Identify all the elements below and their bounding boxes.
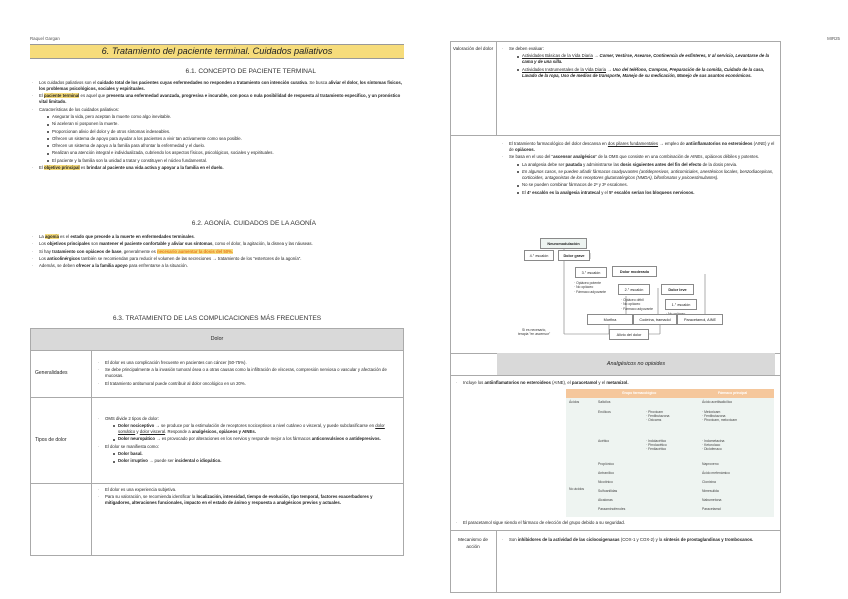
divider xyxy=(496,530,497,593)
page-title: 6. Tratamiento del paciente terminal. Cuidados paliativos xyxy=(30,44,404,59)
cell-item: · OMS divide 2 tipos de dolor: xyxy=(96,416,399,422)
valoracion-content xyxy=(500,46,776,80)
mecanismo-content xyxy=(500,537,776,544)
node-alivio: Alivio del dolor xyxy=(609,329,649,340)
cell-subitem: Dolor nociceptivo → se produce por la estimulación de receptores nociceptivos a nivel cutáneo o visceral, y puede subclasificarse en dolor somático y dolor visceral. Responde a analgésicos, opiáceos y AINEs. xyxy=(96,423,399,435)
pain-table xyxy=(30,328,404,556)
table-cell xyxy=(92,398,404,484)
row-label xyxy=(31,484,92,556)
right-page xyxy=(424,0,848,599)
author-name: Raquel Gargan xyxy=(30,36,60,41)
table-cell xyxy=(92,351,404,398)
section-6-3-heading: 6.3. TRATAMIENTO DE LAS COMPLICACIONES MÁS FRECUENTES xyxy=(112,315,322,322)
node-note-ascensor: Si es necesario, terapia "en ascensor" xyxy=(518,328,551,337)
row-label: Valoración del dolor xyxy=(452,46,494,51)
document-code: MIR25 xyxy=(827,36,840,41)
table-row: Nicotínico Clonixina xyxy=(598,480,716,484)
paracetamol-note xyxy=(454,520,774,527)
no-opioides-intro xyxy=(454,380,774,387)
paragraph: · Se deben evaluar: xyxy=(500,46,776,52)
node-dolor-leve: Dolor leve xyxy=(661,284,694,295)
node-dolor-moderado: Dolor moderado xyxy=(612,266,657,277)
paragraph: · El objetivo principal es brindar al paciente una vida activa y apoyar a la familia en el duelo. xyxy=(30,165,404,171)
cell-item: · Para su valoración, se recomienda identificar la localización, intensidad, tiempo de evolución, tipo temporal, factores exacerbadores y mitigadores, alteraciones funcionales, impacto en el estado de ánimo y respuesta a analgésicos previos y actuales. xyxy=(96,494,399,506)
paragraph: · El paciente terminal es aquel que presenta una enfermedad avanzada, progresiva e incurable, con poca o nula posibilidad de respuesta al tratamiento específico, y un pronóstico vital limitado. xyxy=(30,93,404,105)
table-row: Enólicos · Piroxicam · Fenilbutazona · Oxicams · Meloxicam · Fenilbutazona · Piroxicam, meloxicam xyxy=(598,410,738,423)
list-item: Actividades Instrumentales de la Vida Diaria → Uso del teléfono, Compras, Preparación de la comida, Cuidado de la casa, Lavado de la ropa, Uso de medios de transporte, Manejo de su medicación, Manejo de sus asuntos económicos. xyxy=(500,67,776,79)
paragraph: · El paracetamol sigue siendo el fármaco de elección del grupo debido a su seguridad. xyxy=(454,520,774,526)
list-item: El 4º escalón es la analgesia intratecal y el 5º escalón serían los bloqueos nerviosos. xyxy=(500,190,776,196)
node-escalon-1: 1.° escalón xyxy=(665,299,697,310)
table-header xyxy=(566,389,774,398)
divider xyxy=(450,135,781,136)
node-neuromodulacion: Neuromodulación xyxy=(540,238,587,249)
paragraph: · Los anticolinérgicos también se recomiendan para reducir el volumen de las secreciones → tratamiento de los "estertores de la agonía". xyxy=(30,256,404,262)
table-row: Acético · Indolacético · Pirrolacético · Fenilacético · Indometacina · Ketorolaco · Diclofenaco xyxy=(598,439,725,452)
cell-item: · El tratamiento antitumoral puede contribuir al dolor oncológico en un 20%. xyxy=(96,381,399,387)
table-cell xyxy=(92,484,404,556)
cell-subitem: Dolor neuropático → es provocado por alteraciones en los nervios y responde mejor a los fármacos anticonvulsivos o antidepresivos. xyxy=(96,436,399,442)
node-note-2: · Opiáceo débil · No opiáceo · Fármaco adyuvante xyxy=(621,298,654,311)
node-codeina: Codeína, tramadol xyxy=(633,314,677,325)
list-item: Ni aceleran ni posponen la muerte. xyxy=(30,121,404,127)
analgesic-ladder-diagram xyxy=(518,242,760,354)
list-item: En algunos casos, se pueden añadir fármacos coadyuvantes (antidepresivos, anticomiciales, anestésicos locales, benzodiacepinas, corticoides, antagonistas de los receptores glutamatérgicos (NMDA), bifosfonatos y psicoestimulantes). xyxy=(500,169,776,181)
row-label: Tipos de dolor xyxy=(31,398,92,484)
cell-subitem: Dolor basal. xyxy=(96,451,399,457)
divider xyxy=(496,41,497,135)
paragraph: · Los cuidados paliativos son el cuidado total de los pacientes cuyas enfermedades no responden a tratamiento con intención curativa. Se busca aliviar el dolor, los síntomas físicos, los problemas psicológicos, sociales y espirituales. xyxy=(30,80,404,92)
list-item: Proporcionan alivio del dolor y de otros síntomas indeseables. xyxy=(30,129,404,135)
divider xyxy=(450,530,781,531)
list-item: El paciente y la familia son la unidad a tratar y constituyen el núcleo fundamental. xyxy=(30,158,404,164)
cell-item: · El dolor es una complicación frecuente en pacientes con cáncer (50-75%). xyxy=(96,360,399,366)
paragraph: · El tratamiento farmacológico del dolor descansa en dos pilares fundamentales → empleo de antiinflamatorios no esteroideos (AINE) y el de opiáceos. xyxy=(500,141,776,153)
list-item: Ofrecen un sistema de apoyo a la familia para afrontar la enfermedad y el duelo. xyxy=(30,143,404,149)
row-label: Generalidades xyxy=(31,351,92,398)
list-item: Actividades Básicas de la Vida Diaria → Comer, Vestirse, Asearse, Continencia de esfínteres, Ir al servicio, Levantarse de la cama y de una silla. xyxy=(500,53,776,65)
paragraph: · Si hay tratamiento con opiáceos de base, generalmente es necesario aumentar la dosis del 50%. xyxy=(30,249,404,255)
section-6-1-heading: 6.1. CONCEPTO DE PACIENTE TERMINAL xyxy=(185,68,316,75)
list-item: Asegurar la vida, pero aceptan la muerte como algo inevitable. xyxy=(30,114,404,120)
nsaid-table xyxy=(566,389,774,517)
paragraph: · Incluye los antiinflamatorios no esteroideos (AINE), el paracetamol y el metamizol. xyxy=(454,380,774,386)
node-escalon-2: 2.° escalón xyxy=(618,284,650,295)
cell-item: · El dolor se manifiesta como: xyxy=(96,444,399,450)
node-escalon-4: 4.° escalón xyxy=(524,250,554,261)
node-dolor-grave: Dolor grave xyxy=(558,250,590,261)
table-row: Salicilos Ácido acetilsalicílico xyxy=(598,400,733,404)
tratamiento-content xyxy=(500,141,776,197)
node-note-3: · Opiáceo potente · No opiáceo · Fármaco adyuvante xyxy=(574,281,607,294)
node-escalon-3: 3.° escalón xyxy=(575,267,607,278)
table-row: Paraaminofenoles Paracetamol xyxy=(598,507,722,511)
list-item: La analgesia debe ser pautada y administrarse las dosis siguientes antes del fin del efecto de la dosis previa. xyxy=(500,162,776,168)
table-row: Alcalonas Nabumetona xyxy=(598,498,722,502)
paragraph: · Son inhibidores de la actividad de las ciclooxigenasas (COX-1 y COX-2) y la síntesis de prostaglandinas y tromboxanos. xyxy=(500,537,776,543)
paragraph: · Además, se deben ofrecer a la familia apoyo para enfrentarse a la situación. xyxy=(30,263,404,269)
list-item: Realizan una atención integral e individualizada, cubriendo los aspectos físicos, psicológicos, sociales y espirituales. xyxy=(30,150,404,156)
section-band-no-opioides: Analgésicos no opioides xyxy=(497,353,775,375)
row-label: Mecanismo de acción xyxy=(458,537,488,549)
table-header: Dolor xyxy=(31,329,404,351)
list-item: Ofrecen un sistema de apoyo para ayudar a los pacientes a vivir tan activamente como sea posible. xyxy=(30,136,404,142)
table-row: Antranílico Ácido mefenámico xyxy=(598,471,730,475)
cell-item: · Se debe principalmente a la invasión tumoral ósea o a otras causas como la infiltración de vísceras, compresión nerviosa o vascular y afectación de mucosas. xyxy=(96,367,399,379)
section-6-1-body xyxy=(30,80,404,172)
group-label: No ácidos xyxy=(569,487,585,491)
paragraph: · Se basa en el uso del "ascensor analgésico" de la OMS que consiste en una combinación de AINEs, opiáceos débiles y potentes. xyxy=(500,154,776,160)
paragraph: · Los objetivos principales son mantener el paciente confortable y aliviar sus síntomas, como el dolor, la agitación, la disnea y las náuseas. xyxy=(30,241,404,247)
list-item: No se pueden combinar fármacos de 2º y 3º escalones. xyxy=(500,182,776,188)
divider xyxy=(450,375,781,376)
header-cell: Fármaco principal xyxy=(718,391,748,395)
section-6-2-body xyxy=(30,234,404,270)
table-row: Propiónico Naproxeno xyxy=(598,462,719,466)
header-cell: Grupo farmacológico xyxy=(622,391,657,395)
table-row: Sulfoanilidas Nimesulida xyxy=(598,489,719,493)
node-paracetamol: Paracetamol, AINE xyxy=(677,314,723,325)
section-6-2-heading: 6.2. AGONÍA. CUIDADOS DE LA AGONÍA xyxy=(191,220,316,227)
group-label: Ácidos xyxy=(569,400,580,404)
paragraph: · Características de los cuidados paliativos: xyxy=(30,107,404,113)
cell-subitem: Dolor irruptivo → puede ser incidental o idiopático. xyxy=(96,458,399,464)
paragraph: · La agonía es el estado que precede a la muerte en enfermedades terminales. xyxy=(30,234,404,240)
node-morfina: Morfina xyxy=(587,314,633,325)
cell-item: · El dolor es una experiencia subjetiva. xyxy=(96,487,399,493)
